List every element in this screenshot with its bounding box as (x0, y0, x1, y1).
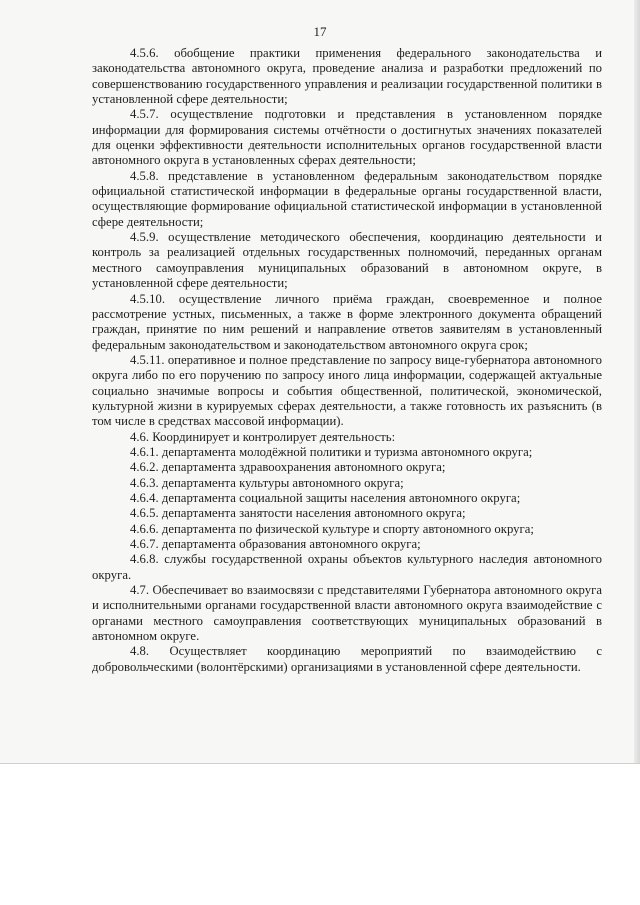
paragraph-4-6-7: 4.6.7. департамента образования автономного округа; (130, 537, 421, 551)
paragraph-4-8: 4.8. Осуществляет координацию мероприятий по взаимодействию с добровольческими (волонтёрскими) организациями в установленной сфере деятельности. (92, 644, 602, 674)
paragraph-4-6-5: 4.6.5. департамента занятости населения автономного округа; (130, 506, 466, 521)
paragraph-4-7: 4.7. Обеспечивает во взаимосвязи с представителями Губернатора автономного округа и исполнительными органами государственной власти автономного округа взаимодействие с органами местного самоуправления соответствующих муниципальных образований в автономном округе. (92, 583, 602, 644)
paragraph-4-6-2: 4.6.2. департамента здравоохранения автономного округа; (130, 460, 446, 475)
paragraph-4-5-6: 4.5.6. обобщение практики применения федерального законодательства и законодательства автономного округа, проведение анализа и разработки предложений по совершенствованию государственного управления и реализации государственной политики в установленной сфере деятельности; (92, 46, 602, 107)
paragraph-4-6: 4.6. Координирует и контролирует деятельность: (130, 429, 396, 444)
paragraph-4-5-10: 4.5.10. осуществление личного приёма граждан, своевременное и полное рассмотрение устных, письменных, а также в форме электронного документа обращений граждан, принятие по ним решений и направление ответов заявителям в установленный федеральным законодательством и законодательством автономного округа срок; (92, 291, 602, 352)
paragraph-4-5-9: 4.5.9. осуществление методического обеспечения, координацию деятельности и контроль за реализацией отдельных государственных полномочий, переданных органам местного самоуправления муниципальных образований в автономном округе, в установленной сфере деятельности; (92, 230, 602, 291)
paragraph-4-5-11: 4.5.11. оперативное и полное представление по запросу вице-губернатора автономного округа либо по его поручению по запросу иного лица информации, содержащей актуальные социально значимые вопросы и события общественной, политической, экономической, культурной жизни в курируемых сферах деятельности, а также готовность их разъяснить (в том числе в средствах массовой информации). (92, 352, 602, 429)
paragraph-4-6-4: 4.6.4. департамента социальной защиты населения автономного округа; (130, 490, 521, 505)
paragraph-4-5-8: 4.5.8. представление в установленном федеральным законодательством порядке официальной статистической информации в федеральные органы государственной власти, осуществляющие формирование официальной статистической информации в установленной сфере деятельности; (92, 168, 602, 229)
paragraph-4-6-1: 4.6.1. департамента молодёжной политики и туризма автономного округа; (130, 444, 533, 459)
paragraph-4-6-3: 4.6.3. департамента культуры автономного округа; (130, 475, 404, 490)
paragraph-4-5-7: 4.5.7. осуществление подготовки и представления в установленном порядке информации для формирования системы отчётности о достигнутых значениях показателей для оценки эффективности деятельности исполнительных органов государственной власти автономного округа в установленных сферах деятельности; (92, 107, 602, 168)
page-number: 17 (313, 24, 327, 39)
document-body (92, 46, 602, 675)
paragraph-4-6-6: 4.6.6. департамента по физической культуре и спорту автономного округа; (130, 521, 534, 536)
paragraph-4-6-8: 4.6.8. службы государственной охраны объектов культурного наследия автономного округа. (92, 552, 602, 582)
